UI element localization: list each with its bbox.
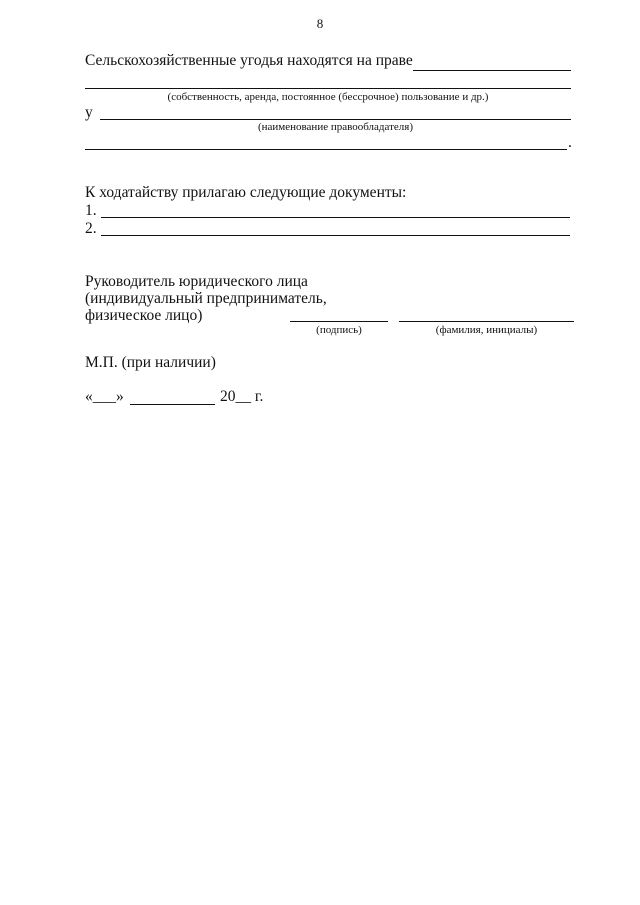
document-item-2-number: 2.: [85, 220, 97, 237]
signature-field[interactable]: [290, 321, 388, 322]
document-item-2-field[interactable]: [101, 235, 570, 236]
line-period: .: [568, 134, 572, 151]
signer-line-1: Руководитель юридического лица: [85, 273, 308, 290]
date-day: «___»: [85, 388, 124, 405]
holder-prefix: у: [85, 104, 93, 121]
document-item-1-number: 1.: [85, 202, 97, 219]
holder-name-field[interactable]: [100, 119, 571, 120]
name-initials-hint: (фамилия, инициалы): [435, 324, 538, 336]
land-right-hint: (собственность, аренда, постоянное (бессрочное) пользование и др.): [167, 91, 489, 103]
date-year: 20__ г.: [220, 388, 264, 405]
land-right-field[interactable]: [413, 70, 571, 71]
signer-line-2: (индивидуальный предприниматель,: [85, 290, 327, 307]
signature-hint: (подпись): [316, 324, 362, 336]
documents-heading: К ходатайству прилагаю следующие документы:: [85, 184, 407, 201]
holder-hint: (наименование правообладателя): [257, 121, 414, 133]
stamp-label: М.П. (при наличии): [85, 354, 216, 371]
name-initials-field[interactable]: [399, 321, 574, 322]
signer-line-3: физическое лицо): [85, 307, 203, 324]
page-number: 8: [316, 16, 324, 31]
land-rights-label: Сельскохозяйственные угодья находятся на праве: [85, 52, 413, 69]
date-month-field[interactable]: [130, 404, 215, 405]
document-item-1-field[interactable]: [101, 217, 570, 218]
land-right-field-continued[interactable]: [85, 88, 571, 89]
holder-name-field-continued[interactable]: [85, 149, 567, 150]
